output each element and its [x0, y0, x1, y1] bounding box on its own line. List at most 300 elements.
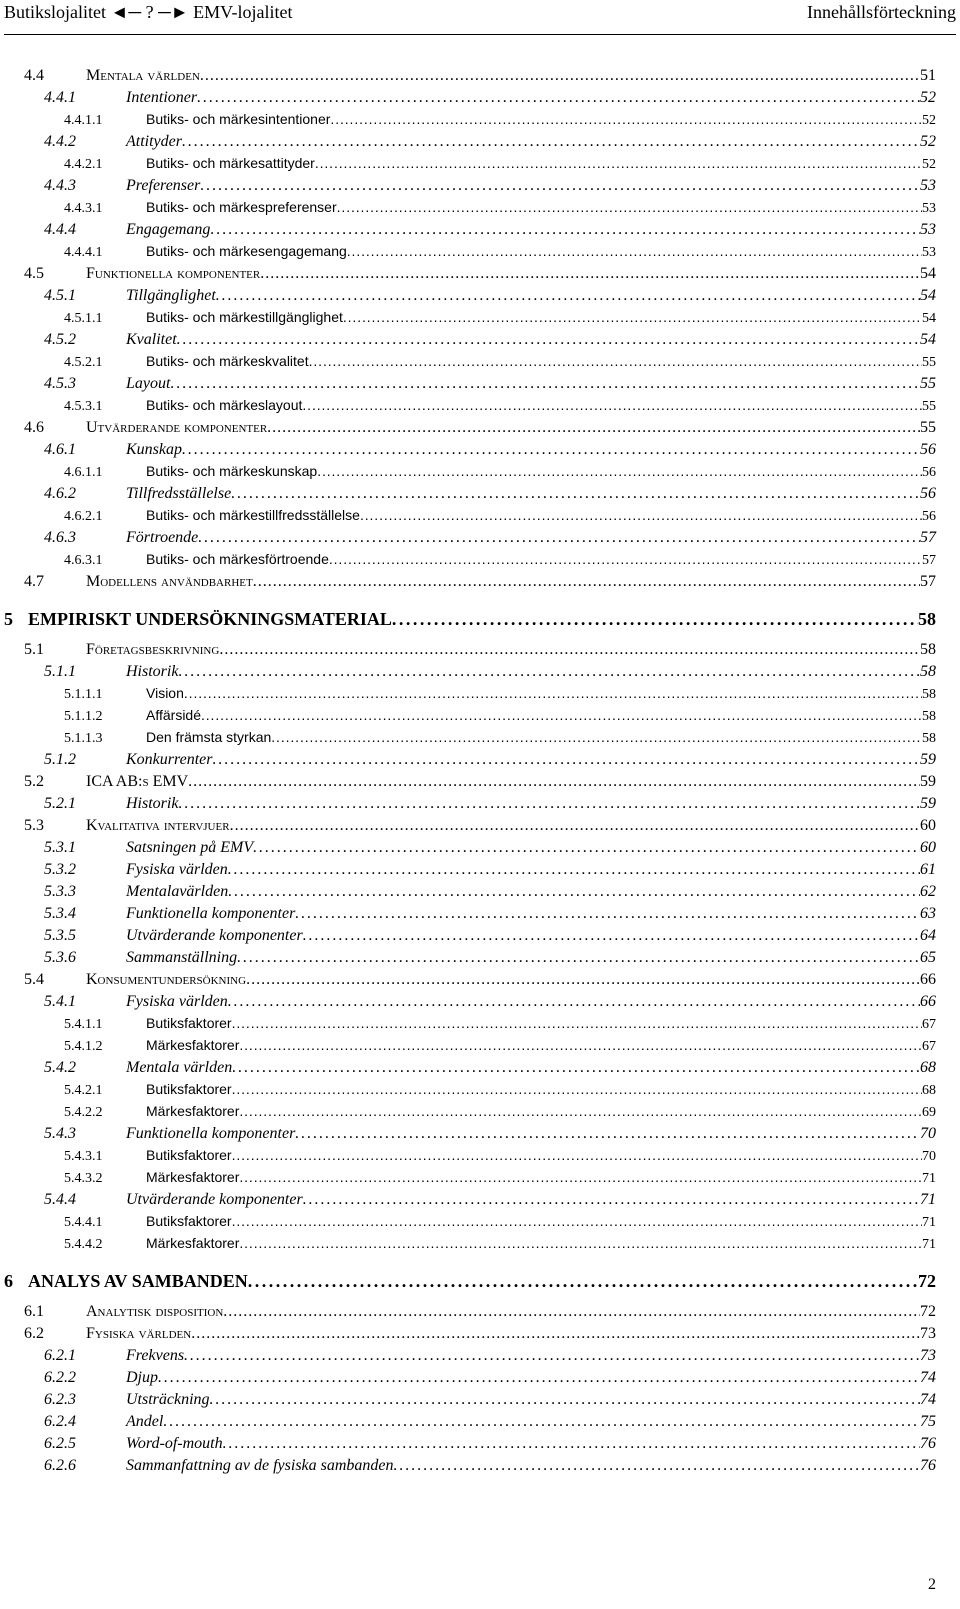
toc-entry-title: Mentala världen — [86, 67, 200, 84]
toc-entry-page: 70 — [922, 1149, 936, 1164]
toc-entry-number: 6.2.5 — [44, 1435, 76, 1452]
toc-entry[interactable] — [64, 729, 936, 747]
toc-entry-page: 74 — [920, 1391, 936, 1408]
toc-entry-title: Mentala världen — [126, 1059, 233, 1076]
toc-entry-number: 5.3.6 — [44, 949, 76, 966]
toc-entry-title: Företagsbeskrivning — [86, 641, 220, 658]
toc-entry-page: 67 — [922, 1039, 936, 1054]
toc-entry-title: Analytisk disposition — [86, 1303, 224, 1320]
toc-entry-page: 55 — [920, 419, 936, 436]
toc-leader-dots — [303, 927, 920, 945]
toc-entry[interactable] — [24, 641, 936, 659]
toc-entry-title: Fysiska världen — [126, 993, 228, 1010]
toc-entry-title: Mentalavärlden — [126, 883, 229, 900]
toc-entry[interactable] — [44, 177, 936, 195]
toc-entry-number: 5.3.3 — [44, 883, 76, 900]
toc-entry[interactable] — [44, 883, 936, 901]
toc-entry-title: Modellens användbarhet — [86, 573, 253, 590]
toc-entry-title: Förtroende — [126, 529, 199, 546]
toc-entry-page: 76 — [920, 1435, 936, 1452]
toc-entry-number: 4.4 — [24, 67, 44, 84]
toc-entry-number: 5.4.4.1 — [64, 1215, 103, 1230]
toc-entry-page: 71 — [922, 1237, 936, 1252]
toc-entry-title: Intentioner — [126, 89, 198, 106]
toc-entry-title: Historik — [126, 663, 179, 680]
toc-leader-dots — [191, 1325, 920, 1343]
toc-entry-page: 68 — [920, 1059, 936, 1076]
toc-entry[interactable] — [44, 795, 936, 813]
toc-entry[interactable] — [44, 949, 936, 967]
toc-entry-number: 4.6.2.1 — [64, 509, 103, 524]
toc-entry-title: Sammanfattning av de fysiska sambanden — [126, 1457, 394, 1474]
toc-entry-title: Kvalitativa intervjuer — [86, 817, 230, 834]
toc-entry-title: Historik — [126, 795, 179, 812]
toc-entry-page: 62 — [920, 883, 936, 900]
toc-entry-title: Butiksfaktorer — [146, 1015, 232, 1031]
toc-leader-dots — [213, 751, 920, 769]
toc-entry-page: 66 — [920, 971, 936, 988]
toc-entry-page: 58 — [920, 663, 936, 680]
toc-entry-number: 4.4.3 — [44, 177, 76, 194]
toc-entry-number: 4.5.1.1 — [64, 311, 103, 326]
toc-entry-title: Märkesfaktorer — [146, 1103, 240, 1119]
toc-leader-dots — [198, 529, 920, 547]
toc-leader-dots — [182, 133, 920, 151]
toc-entry-number: 4.4.4 — [44, 221, 76, 238]
toc-entry[interactable] — [44, 529, 936, 547]
toc-entry-title: Butiks- och märkestillgänglighet — [146, 309, 343, 325]
toc-entry-page: 52 — [922, 113, 936, 128]
toc-entry[interactable] — [64, 685, 936, 703]
toc-entry-page: 54 — [922, 311, 936, 326]
toc-entry-number: 4.6.2 — [44, 485, 76, 502]
toc-entry-page: 55 — [920, 375, 936, 392]
toc-entry[interactable] — [44, 1413, 936, 1431]
toc-entry-title: Kunskap — [126, 441, 182, 458]
toc-entry-page: 52 — [920, 133, 936, 150]
toc-entry-page: 71 — [920, 1191, 936, 1208]
toc-entry-page: 64 — [920, 927, 936, 944]
toc-entry-title: Butiksfaktorer — [146, 1081, 232, 1097]
toc-entry[interactable] — [64, 155, 936, 173]
toc-entry-title: Butiks- och märkeskvalitet — [146, 353, 309, 369]
toc-entry[interactable] — [64, 1081, 936, 1099]
toc-entry-number: 5.1.2 — [44, 751, 76, 768]
toc-entry-number: 5.3.5 — [44, 927, 76, 944]
toc-entry[interactable] — [64, 111, 936, 129]
toc-entry[interactable] — [64, 1015, 936, 1033]
toc-leader-dots — [184, 685, 922, 701]
toc-entry[interactable] — [44, 993, 936, 1011]
toc-leader-dots — [267, 419, 920, 437]
toc-entry-title: Funktionella komponenter — [126, 905, 296, 922]
toc-entry-number: 4.4.1.1 — [64, 113, 103, 128]
toc-entry-page: 58 — [922, 731, 936, 746]
toc-entry-title: Butiks- och märkesengagemang — [146, 243, 347, 259]
toc-entry-title: Märkesfaktorer — [146, 1235, 240, 1251]
toc-entry-title: Butiks- och märkeskunskap — [146, 463, 318, 479]
toc-entry-number: 5.3.4 — [44, 905, 76, 922]
toc-entry-title: Attityder — [126, 133, 182, 150]
toc-leader-dots — [232, 1015, 922, 1031]
toc-entry-number: 5.4.4 — [44, 1191, 76, 1208]
toc-leader-dots — [163, 1413, 920, 1431]
toc-entry[interactable] — [44, 927, 936, 945]
toc-leader-dots — [309, 353, 922, 369]
toc-leader-dots — [223, 1303, 920, 1321]
toc-entry[interactable] — [64, 551, 936, 569]
toc-entry-page: 74 — [920, 1369, 936, 1386]
toc-leader-dots — [303, 1191, 920, 1209]
toc-leader-dots — [232, 1059, 920, 1077]
toc-entry[interactable] — [44, 1457, 936, 1475]
toc-entry-number: 4.5.1 — [44, 287, 76, 304]
toc-entry-page: 57 — [922, 553, 936, 568]
toc-entry[interactable] — [4, 1271, 936, 1292]
toc-entry-number: 4.5.3.1 — [64, 399, 103, 414]
toc-leader-dots — [170, 375, 920, 393]
toc-leader-dots — [295, 905, 920, 923]
toc-entry[interactable] — [24, 773, 936, 791]
toc-leader-dots — [260, 265, 920, 283]
toc-entry-title: Utvärderande komponenter — [126, 1191, 303, 1208]
toc-entry-page: 54 — [920, 331, 936, 348]
toc-entry-page: 54 — [920, 287, 936, 304]
toc-entry-title: Utvärderande komponenter — [126, 927, 303, 944]
toc-entry-number: 5.4 — [24, 971, 44, 988]
toc-entry-title: Den främsta styrkan — [146, 729, 272, 745]
toc-entry-number: 6 — [4, 1271, 13, 1291]
toc-entry-page: 68 — [922, 1083, 936, 1098]
header-left-title: Butikslojalitet ◄─ ? ─► EMV-lojalitet — [4, 2, 293, 22]
toc-entry[interactable] — [44, 133, 936, 151]
toc-leader-dots — [329, 551, 922, 567]
toc-entry-page: 58 — [918, 609, 936, 629]
toc-leader-dots — [178, 663, 920, 681]
toc-leader-dots — [237, 949, 920, 967]
toc-entry-number: 5.4.2.2 — [64, 1105, 103, 1120]
toc-entry-number: 5.1.1.3 — [64, 731, 103, 746]
toc-entry-number: 4.6.1 — [44, 441, 76, 458]
toc-entry-number: 4.6 — [24, 419, 44, 436]
toc-entry[interactable] — [44, 1369, 936, 1387]
toc-entry-number: 5.4.4.2 — [64, 1237, 103, 1252]
toc-leader-dots — [337, 199, 922, 215]
page-number: 2 — [928, 1576, 936, 1593]
toc-entry-number: 6.2 — [24, 1325, 44, 1342]
toc-entry-number: 5.4.2 — [44, 1059, 76, 1076]
toc-entry[interactable] — [64, 1213, 936, 1231]
toc-entry[interactable] — [44, 1125, 936, 1143]
toc-entry[interactable] — [44, 751, 936, 769]
toc-leader-dots — [178, 795, 920, 813]
toc-leader-dots — [210, 1391, 920, 1409]
toc-entry-number: 6.2.2 — [44, 1369, 76, 1386]
toc-entry[interactable] — [44, 1435, 936, 1453]
toc-entry[interactable] — [24, 971, 936, 989]
toc-entry-title: Butiks- och märkestillfredsställelse — [146, 507, 360, 523]
toc-entry-number: 4.5.3 — [44, 375, 76, 392]
toc-entry-page: 58 — [922, 709, 936, 724]
toc-entry[interactable] — [44, 1391, 936, 1409]
toc-entry[interactable] — [64, 353, 936, 371]
toc-entry-number: 5.1.1 — [44, 663, 76, 680]
toc-entry-number: 4.5 — [24, 265, 44, 282]
toc-entry-page: 58 — [920, 641, 936, 658]
toc-entry-number: 5.4.1.1 — [64, 1017, 103, 1032]
toc-entry-page: 60 — [920, 817, 936, 834]
toc-entry[interactable] — [44, 441, 936, 459]
toc-entry[interactable] — [44, 485, 936, 503]
toc-entry-number: 5.1.1.2 — [64, 709, 103, 724]
toc-entry-page: 52 — [922, 157, 936, 172]
toc-entry-page: 61 — [920, 861, 936, 878]
toc-entry[interactable] — [64, 309, 936, 327]
toc-entry-page: 56 — [920, 485, 936, 502]
toc-leader-dots — [200, 67, 920, 85]
toc-entry-title: Kvalitet — [126, 331, 177, 348]
toc-leader-dots — [188, 773, 920, 791]
toc-entry-page: 59 — [920, 795, 936, 812]
toc-entry-page: 59 — [920, 773, 936, 790]
toc-entry[interactable] — [24, 817, 936, 835]
toc-leader-dots — [330, 111, 922, 127]
toc-entry-page: 70 — [920, 1125, 936, 1142]
toc-entry-number: 5.1.1.1 — [64, 687, 103, 702]
toc-entry-number: 5.1 — [24, 641, 44, 658]
toc-entry-number: 4.4.2 — [44, 133, 76, 150]
toc-leader-dots — [219, 641, 920, 659]
toc-entry-title: Utvärderande komponenter — [86, 419, 268, 436]
toc-entry[interactable] — [44, 221, 936, 239]
toc-entry-title: Vision — [146, 685, 184, 701]
toc-entry-page: 53 — [920, 221, 936, 238]
toc-entry-number: 6.2.6 — [44, 1457, 76, 1474]
toc-leader-dots — [158, 1369, 920, 1387]
toc-entry-page: 71 — [922, 1171, 936, 1186]
toc-entry-title: Djup — [126, 1369, 158, 1386]
toc-leader-dots — [394, 1457, 920, 1475]
toc-entry-page: 52 — [920, 89, 936, 106]
toc-entry[interactable] — [64, 199, 936, 217]
toc-leader-dots — [295, 1125, 920, 1143]
toc-entry-number: 4.4.1 — [44, 89, 76, 106]
header-right-title: Innehållsförteckning — [807, 2, 956, 22]
toc-entry-title: Sammanställning — [126, 949, 238, 966]
toc-entry-number: 6.2.1 — [44, 1347, 76, 1364]
toc-entry[interactable] — [64, 1103, 936, 1121]
toc-entry[interactable] — [44, 839, 936, 857]
toc-entry-title: Butiks- och märkesattityder — [146, 155, 315, 171]
toc-entry[interactable] — [24, 1325, 936, 1343]
toc-entry-title: Preferenser — [126, 177, 201, 194]
toc-entry-title: Butiks- och märkesintentioner — [146, 111, 331, 127]
toc-entry-number: 5.4.1.2 — [64, 1039, 103, 1054]
toc-leader-dots — [184, 1347, 920, 1365]
toc-leader-dots — [223, 1435, 920, 1453]
toc-entry[interactable] — [64, 1235, 936, 1253]
toc-leader-dots — [248, 1271, 918, 1292]
toc-leader-dots — [232, 1213, 922, 1229]
toc-leader-dots — [271, 729, 922, 745]
toc-entry-title: ANALYS AV SAMBANDEN — [28, 1271, 248, 1291]
toc-leader-dots — [201, 707, 922, 723]
toc-leader-dots — [200, 177, 920, 195]
toc-entry[interactable] — [64, 1037, 936, 1055]
toc-entry[interactable] — [24, 265, 936, 283]
toc-entry[interactable] — [4, 609, 936, 630]
toc-entry[interactable] — [44, 89, 936, 107]
toc-leader-dots — [231, 485, 920, 503]
toc-entry-title: Märkesfaktorer — [146, 1169, 240, 1185]
toc-entry-page: 53 — [922, 201, 936, 216]
toc-entry-page: 73 — [920, 1325, 936, 1342]
toc-entry-page: 75 — [920, 1413, 936, 1430]
toc-entry-title: Funktionella komponenter — [86, 265, 261, 282]
toc-leader-dots — [253, 573, 920, 591]
toc-leader-dots — [239, 1169, 922, 1185]
toc-entry-title: Utsträckning — [126, 1391, 210, 1408]
toc-entry-title: Konkurrenter — [126, 751, 213, 768]
toc-entry-number: 5.3 — [24, 817, 44, 834]
toc-entry[interactable] — [64, 463, 936, 481]
toc-entry-title: Butiks- och märkespreferenser — [146, 199, 337, 215]
toc-entry-number: 5.3.2 — [44, 861, 76, 878]
toc-leader-dots — [343, 309, 922, 325]
toc-entry-page: 57 — [920, 573, 936, 590]
toc-entry-number: 4.4.4.1 — [64, 245, 103, 260]
toc-entry-number: 5 — [4, 609, 13, 629]
toc-leader-dots — [392, 609, 918, 630]
toc-entry-page: 56 — [922, 509, 936, 524]
toc-entry-number: 6.1 — [24, 1303, 44, 1320]
toc-leader-dots — [246, 971, 920, 989]
toc-entry[interactable] — [64, 1147, 936, 1165]
toc-leader-dots — [230, 817, 920, 835]
toc-entry-page: 67 — [922, 1017, 936, 1032]
toc-leader-dots — [197, 89, 920, 107]
toc-entry-title: Fysiska världen — [86, 1325, 192, 1342]
toc-leader-dots — [347, 243, 922, 259]
toc-entry[interactable] — [64, 243, 936, 261]
toc-entry-page: 54 — [920, 265, 936, 282]
toc-leader-dots — [232, 1147, 922, 1163]
toc-entry-title: Butiks- och märkeslayout — [146, 397, 303, 413]
toc-entry-title: EMPIRISKT UNDERSÖKNINGSMATERIAL — [28, 609, 392, 629]
toc-leader-dots — [228, 883, 920, 901]
toc-entry-page: 60 — [920, 839, 936, 856]
toc-entry-number: 6.2.3 — [44, 1391, 76, 1408]
toc-entry[interactable] — [64, 1169, 936, 1187]
header-rule — [4, 34, 956, 35]
toc-entry-title: ICA AB:s EMV — [86, 773, 189, 790]
toc-entry-title: Butiks- och märkesförtroende — [146, 551, 329, 567]
toc-entry-title: Frekvens — [126, 1347, 185, 1364]
toc-entry-number: 5.3.1 — [44, 839, 76, 856]
toc-entry[interactable] — [64, 397, 936, 415]
toc-leader-dots — [210, 221, 920, 239]
toc-entry-page: 59 — [920, 751, 936, 768]
toc-entry-number: 4.6.3 — [44, 529, 76, 546]
toc-entry-page: 53 — [920, 177, 936, 194]
toc-entry-page: 55 — [922, 355, 936, 370]
toc-entry-title: Affärsidé — [146, 707, 201, 723]
toc-entry[interactable] — [24, 67, 936, 85]
toc-entry[interactable] — [44, 1191, 936, 1209]
toc-leader-dots — [317, 463, 922, 479]
toc-entry-page: 72 — [918, 1271, 936, 1291]
toc-entry-title: Tillfredsställelse — [126, 485, 232, 502]
toc-entry-number: 5.2.1 — [44, 795, 76, 812]
toc-entry-number: 6.2.4 — [44, 1413, 76, 1430]
toc-entry-title: Funktionella komponenter — [126, 1125, 296, 1142]
page-header — [0, 0, 960, 36]
toc-entry[interactable] — [44, 375, 936, 393]
toc-entry-title: Layout — [126, 375, 171, 392]
toc-leader-dots — [232, 1081, 922, 1097]
toc-entry-number: 4.5.2.1 — [64, 355, 103, 370]
toc-entry-title: Satsningen på EMV — [126, 839, 254, 856]
toc-entry[interactable] — [24, 1303, 936, 1321]
toc-entry[interactable] — [44, 905, 936, 923]
toc-entry-title: Fysiska världen — [126, 861, 228, 878]
toc-entry-page: 66 — [920, 993, 936, 1010]
toc-leader-dots — [228, 861, 920, 879]
toc-leader-dots — [253, 839, 920, 857]
toc-entry-page: 53 — [922, 245, 936, 260]
toc-entry-number: 4.7 — [24, 573, 44, 590]
toc-leader-dots — [315, 155, 922, 171]
toc-entry[interactable] — [64, 707, 936, 725]
toc-entry[interactable] — [24, 419, 936, 437]
toc-entry[interactable] — [44, 331, 936, 349]
toc-entry-page: 63 — [920, 905, 936, 922]
toc-entry-number: 5.4.3.2 — [64, 1171, 103, 1186]
toc-entry-title: Märkesfaktorer — [146, 1037, 240, 1053]
toc-entry-number: 4.6.1.1 — [64, 465, 103, 480]
toc-leader-dots — [182, 441, 920, 459]
toc-leader-dots — [228, 993, 920, 1011]
toc-entry-page: 72 — [920, 1303, 936, 1320]
toc-entry-page: 71 — [922, 1215, 936, 1230]
toc-entry-number: 5.2 — [24, 773, 44, 790]
toc-entry-page: 57 — [920, 529, 936, 546]
toc-entry-title: Butiksfaktorer — [146, 1213, 232, 1229]
toc-leader-dots — [360, 507, 922, 523]
toc-entry-page: 73 — [920, 1347, 936, 1364]
toc-entry[interactable] — [44, 287, 936, 305]
toc-entry[interactable] — [64, 507, 936, 525]
toc-entry-number: 4.6.3.1 — [64, 553, 103, 568]
toc-entry-number: 4.5.2 — [44, 331, 76, 348]
toc-entry[interactable] — [24, 573, 936, 591]
toc-entry[interactable] — [44, 861, 936, 879]
toc-entry[interactable] — [44, 663, 936, 681]
toc-entry-title: Word-of-mouth — [126, 1435, 223, 1452]
toc-entry-title: Konsumentundersökning — [86, 971, 247, 988]
toc-leader-dots — [239, 1037, 922, 1053]
toc-entry-title: Engagemang — [126, 221, 211, 238]
toc-entry-title: Tillgänglighet — [126, 287, 216, 304]
toc-entry[interactable] — [44, 1347, 936, 1365]
toc-entry-page: 55 — [922, 399, 936, 414]
toc-entry[interactable] — [44, 1059, 936, 1077]
toc-entry-page: 58 — [922, 687, 936, 702]
toc-entry-page: 56 — [920, 441, 936, 458]
toc-entry-number: 5.4.2.1 — [64, 1083, 103, 1098]
toc-entry-number: 4.4.3.1 — [64, 201, 103, 216]
toc-entry-page: 56 — [922, 465, 936, 480]
